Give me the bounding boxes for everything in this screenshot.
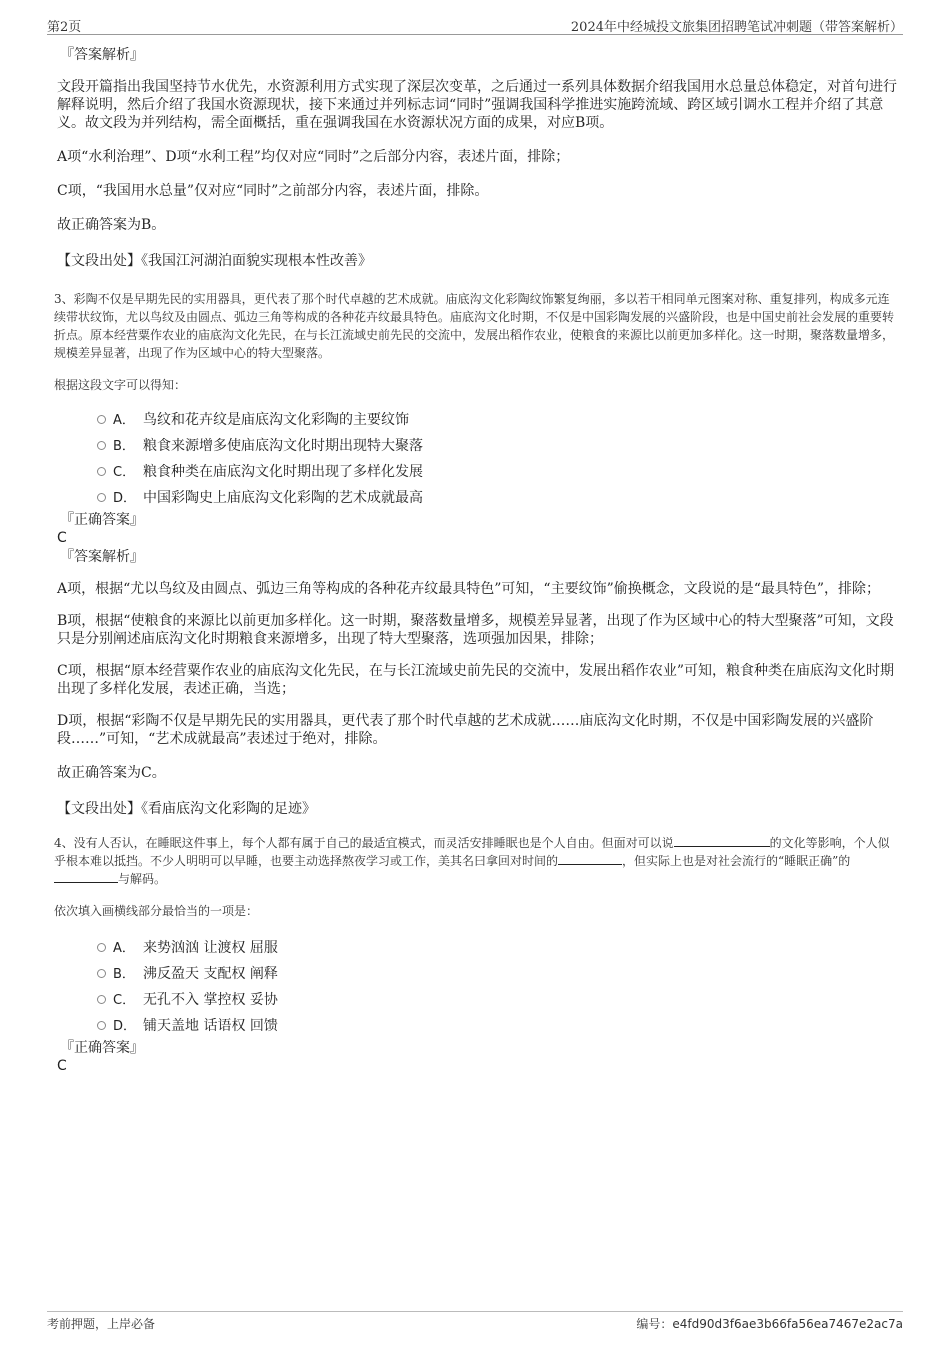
fill-blank-2 [558, 852, 622, 865]
analysis-label: 『答案解析』 [60, 549, 144, 565]
fill-blank-1 [674, 834, 770, 847]
radio-icon[interactable] [97, 467, 106, 476]
question-prompt: 依次填入画横线部分最恰当的一项是： [54, 904, 259, 918]
option-b[interactable]: B． 粮食来源增多使庙底沟文化时期出现特大聚落 [57, 433, 897, 459]
radio-icon[interactable] [97, 415, 106, 424]
option-b[interactable]: B． 沸反盈天 支配权 阐释 [57, 961, 897, 987]
answer-label: 『正确答案』 [60, 1040, 144, 1056]
analysis-paragraph: 文段开篇指出我国坚持节水优先，水资源利用方式实现了深层次变革，之后通过一系列具体数据介绍我国用水总量总体稳定，对首句进行解释说明，然后介绍了我国水资源现状，接下来通过并列标志词“同时”强调我国科学推进实施跨流域、跨区域引调水工程并介绍了其意义。故文段为并列结构，需全面概括，重在强调我国在水资源状况方面的成果，对应B项。 [57, 79, 897, 131]
page-content [54, 46, 897, 1075]
correct-answer: C [57, 530, 67, 546]
document-title: 2024年中经城投文旅集团招聘笔试冲刺题（带答案解析） [570, 20, 903, 35]
question-prompt: 根据这段文字可以得知： [54, 378, 187, 392]
page-footer [47, 1311, 903, 1331]
analysis-paragraph: D项，根据“彩陶不仅是早期先民的实用器具，更代表了那个时代卓越的艺术成就……庙底沟文化时期，不仅是中国彩陶发展的兴盛阶段……”可知，“艺术成就最高”表述过于绝对，排除。 [57, 713, 874, 747]
footer-slogan: 考前押题，上岸必备 [47, 1317, 156, 1331]
source-citation: 【文段出处】《看庙底沟文化彩陶的足迹》 [57, 801, 316, 817]
analysis-paragraph: C项，根据“原本经营粟作农业的庙底沟文化先民，在与长江流域史前先民的交流中，发展出稻作农业”可知，粮食种类在庙底沟文化时期出现了多样化发展，表述正确，当选； [57, 663, 895, 697]
option-c[interactable]: C． 无孔不入 掌控权 妥协 [57, 987, 897, 1013]
question-text: 4、没有人否认，在睡眠这件事上，每个人都有属于自己的最适宜模式，而灵活安排睡眠也是个人自由。但面对可以说 的文化等影响，个人似乎根本难以抵挡。不少人明明可以早睡，也要主动选择熬夜学习或工作，美其名曰拿回对时间的 ，但实际上也是对社会流行的“睡眠正确”的与解码。 [54, 836, 890, 886]
conclusion: 故正确答案为C。 [57, 765, 166, 781]
option-d[interactable]: D． 中国彩陶史上庙底沟文化彩陶的艺术成就最高 [57, 485, 897, 511]
analysis-label: 『答案解析』 [60, 47, 144, 63]
radio-icon[interactable] [97, 1021, 106, 1030]
option-list [57, 407, 897, 511]
document-code: 编号：e4fd90d3f6ae3b66fa56ea7467e2ac7a [636, 1317, 903, 1331]
page-number: 第2页 [47, 20, 82, 35]
page-header [47, 14, 903, 35]
analysis-paragraph: B项，根据“使粮食的来源比以前更加多样化。这一时期，聚落数量增多，规模差异显著，出现了作为区域中心的特大型聚落”可知，文段只是分别阐述庙底沟文化时期粮食来源增多，出现了特大型聚落，选项强加因果，排除； [57, 613, 894, 647]
option-a[interactable]: A． 来势汹汹 让渡权 屈服 [57, 935, 897, 961]
option-a[interactable]: A． 鸟纹和花卉纹是庙底沟文化彩陶的主要纹饰 [57, 407, 897, 433]
option-c[interactable]: C． 粮食种类在庙底沟文化时期出现了多样化发展 [57, 459, 897, 485]
analysis-paragraph: A项“水利治理”、D项“水利工程”均仅对应“同时”之后部分内容，表述片面，排除； [57, 149, 570, 165]
analysis-paragraph: A项，根据“尤以鸟纹及由圆点、弧边三角等构成的各种花卉纹最具特色”可知，“主要纹饰”偷换概念，文段说的是“最具特色”，排除； [57, 581, 881, 597]
fill-blank-3 [54, 870, 118, 883]
answer-label: 『正确答案』 [60, 512, 144, 528]
radio-icon[interactable] [97, 969, 106, 978]
option-list [57, 935, 897, 1039]
correct-answer: C [57, 1058, 67, 1074]
radio-icon[interactable] [97, 441, 106, 450]
conclusion: 故正确答案为B。 [57, 217, 166, 233]
question-text: 3、彩陶不仅是早期先民的实用器具，更代表了那个时代卓越的艺术成就。庙底沟文化彩陶纹饰繁复绚丽，多以若干相同单元图案对称、重复排列，构成多元连续带状纹饰，尤以鸟纹及由圆点、弧边三角等构成的各种花卉纹最具特色。庙底沟文化时期，不仅是中国彩陶发展的兴盛阶段，也是中国史前社会发展的重要转折点。原本经营粟作农业的庙底沟文化先民，在与长江流域史前先民的交流中，发展出稻作农业，使粮食的来源比以前更加多样化。这一时期，聚落数量增多，规模差异显著，出现了作为区域中心的特大型聚落。 [54, 292, 895, 360]
radio-icon[interactable] [97, 995, 106, 1004]
radio-icon[interactable] [97, 943, 106, 952]
source-citation: 【文段出处】《我国江河湖泊面貌实现根本性改善》 [57, 253, 372, 269]
analysis-paragraph: C项，“我国用水总量”仅对应“同时”之前部分内容，表述片面，排除。 [57, 183, 489, 199]
radio-icon[interactable] [97, 493, 106, 502]
option-d[interactable]: D． 铺天盖地 话语权 回馈 [57, 1013, 897, 1039]
